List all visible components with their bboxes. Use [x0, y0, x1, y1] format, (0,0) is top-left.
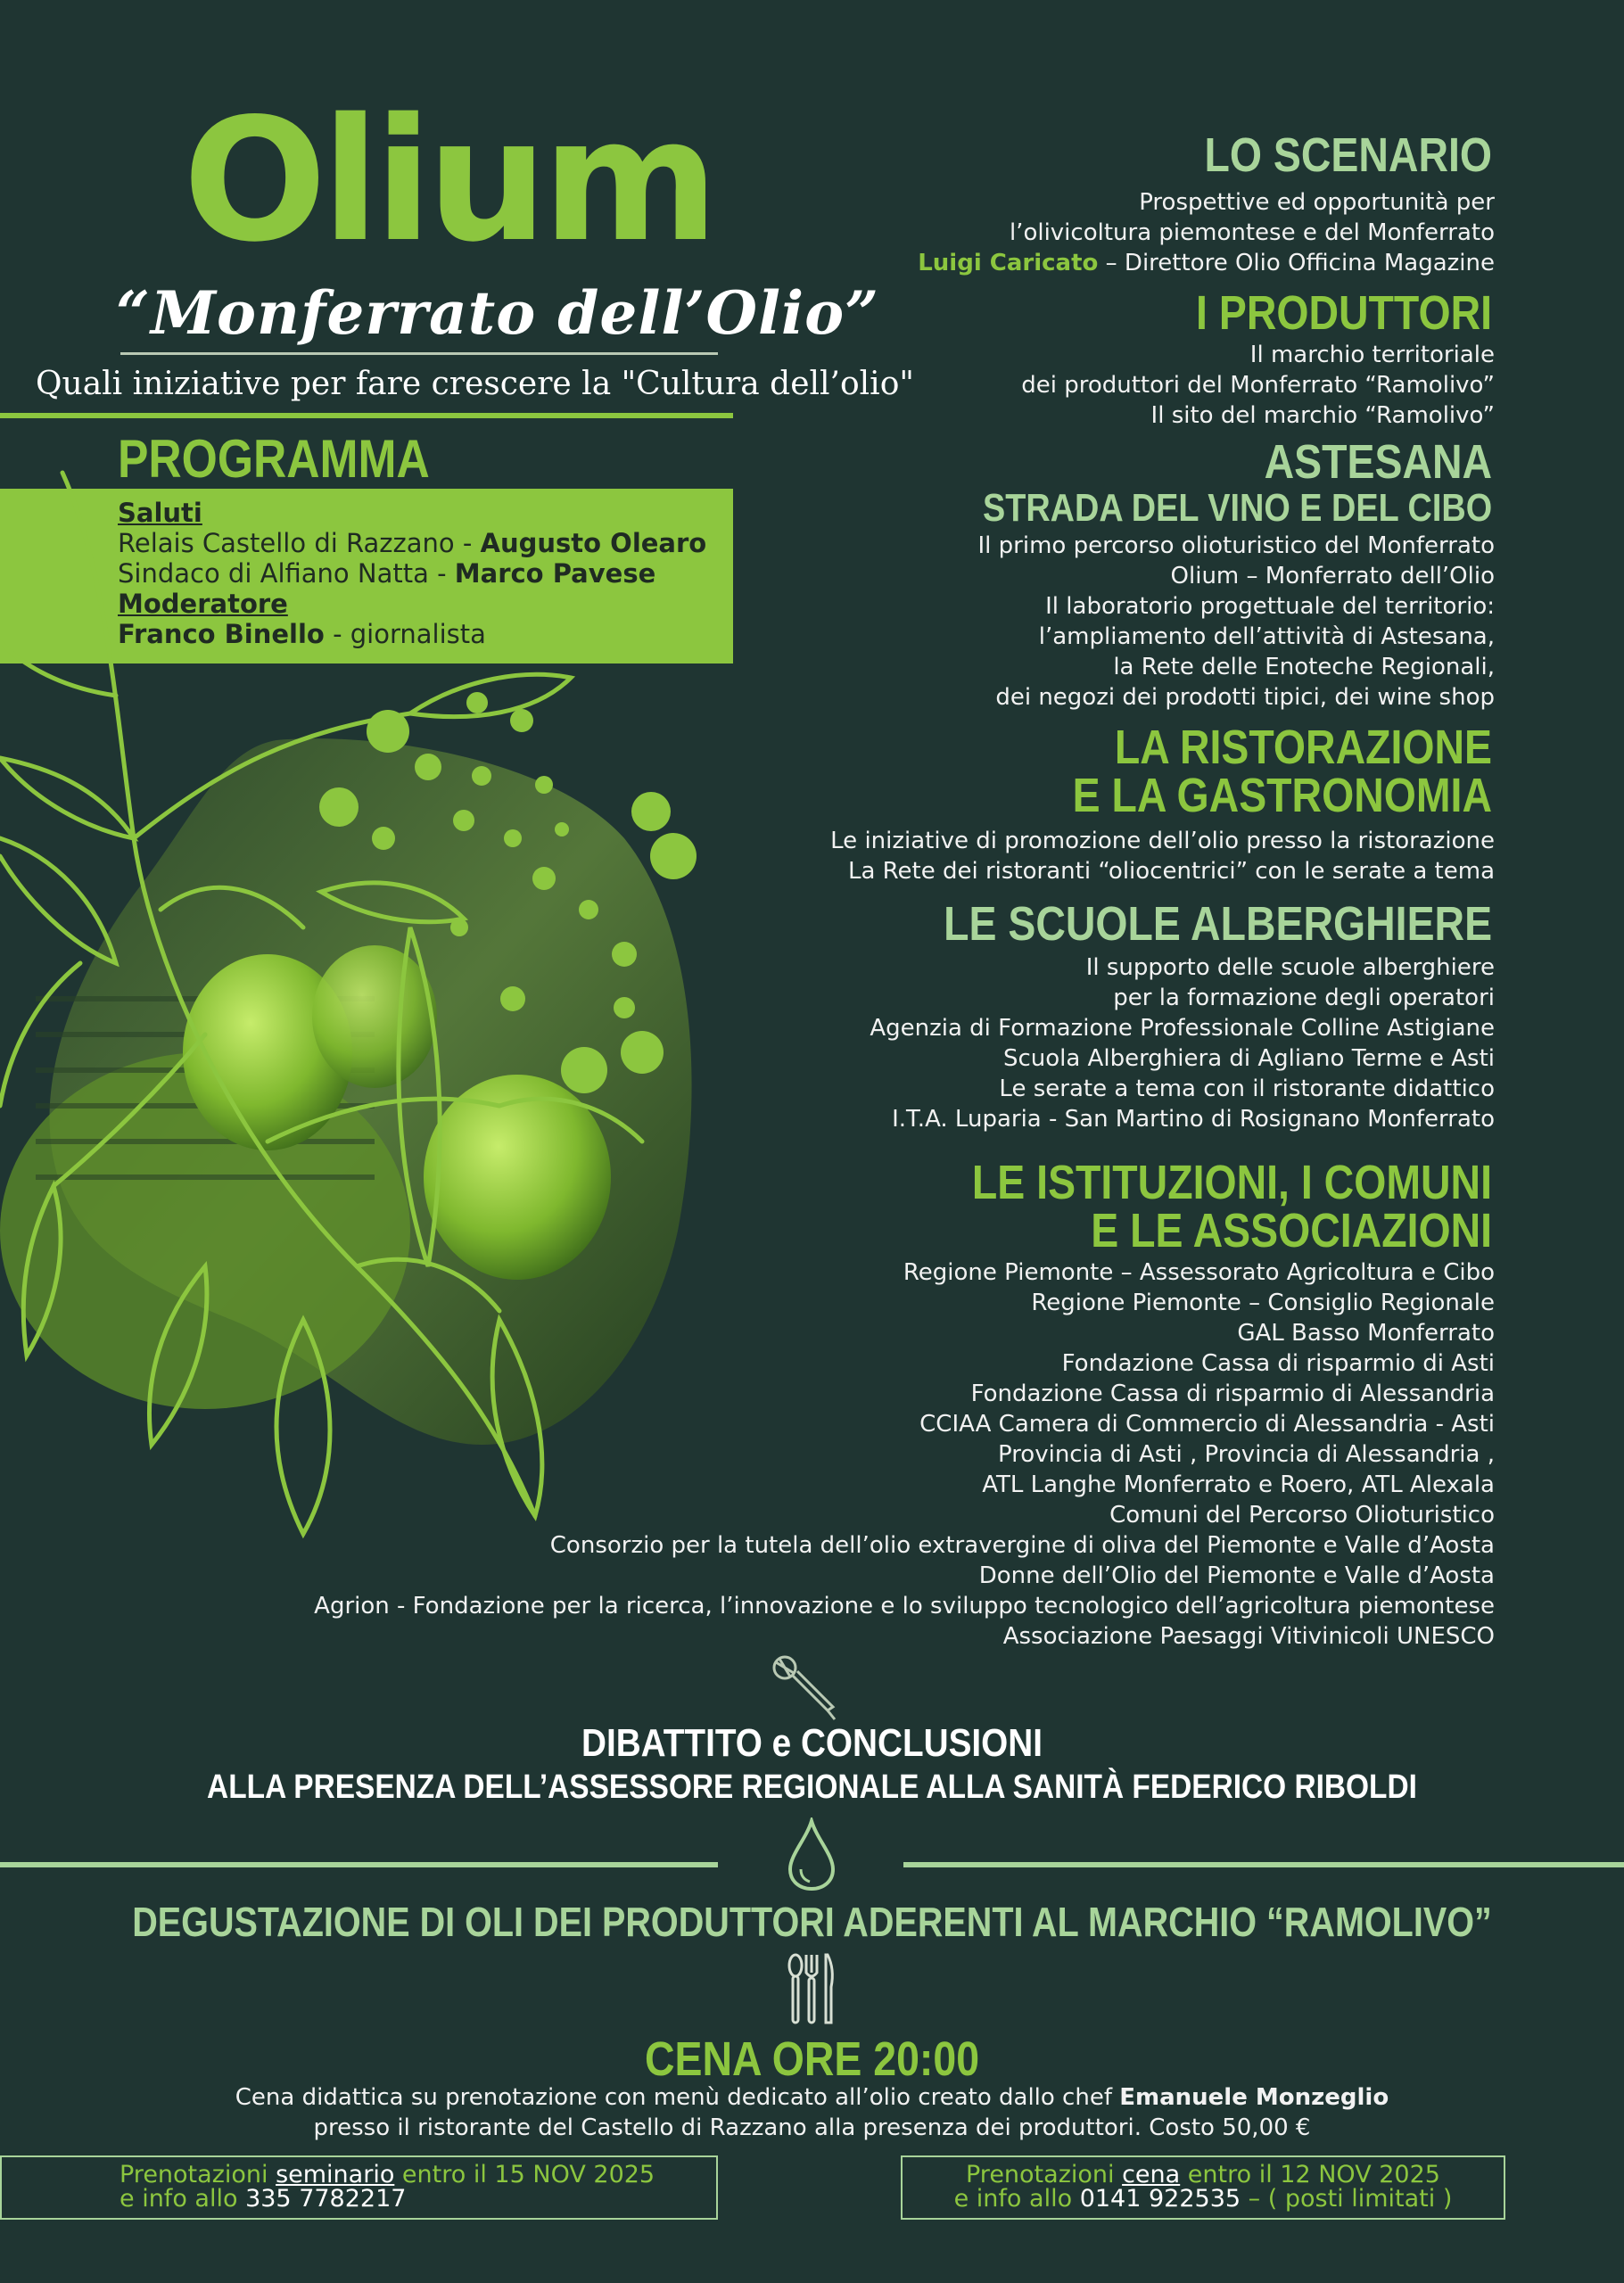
cena-line-1: [0, 2084, 1624, 2111]
istituzioni-line: Fondazione Cassa di risparmio di Asti: [1061, 1350, 1495, 1377]
info-label: e info allo: [953, 2185, 1080, 2213]
istituzioni-line: Associazione Paesaggi Vitivinicoli UNESCO: [1002, 1623, 1495, 1650]
astesana-heading: ASTESANA: [1264, 435, 1492, 489]
astesana-line: Il primo percorso olioturistico del Monferrato: [977, 532, 1495, 559]
scuole-heading: LE SCUOLE ALBERGHIERE: [944, 897, 1492, 951]
scenario-line: l’olivicoltura piemontese e del Monferrato: [1009, 219, 1495, 246]
istituzioni-line: ATL Langhe Monferrato e Roero, ATL Alexala: [982, 1471, 1495, 1498]
booking-label: Prenotazioni: [120, 2161, 276, 2188]
astesana-line: la Rete delle Enoteche Regionali,: [1113, 654, 1495, 680]
istituzioni-line: Regione Piemonte – Consiglio Regionale: [1031, 1290, 1495, 1316]
produttori-line: dei produttori del Monferrato “Ramolivo”: [1021, 372, 1495, 399]
divider-left: [0, 1862, 718, 1867]
speaker-name: Marco Pavese: [454, 558, 656, 589]
ristorazione-heading: LA RISTORAZIONE: [1114, 721, 1492, 774]
istituzioni-line: GAL Basso Monferrato: [1237, 1320, 1495, 1347]
cena-heading: CENA ORE 20:00: [644, 2032, 980, 2086]
programma-line-2: Sindaco di Alfiano Natta -: [118, 558, 455, 589]
degustazione-heading: DEGUSTAZIONE DI OLI DEI PRODUTTORI ADERENTI AL MARCHIO “RAMOLIVO”: [132, 1899, 1492, 1945]
cena-description: Cena didattica su prenotazione con menù dedicato all’olio creato dallo chef: [235, 2084, 1120, 2111]
speaker-role: – Direttore Olio Officina Magazine: [1098, 250, 1495, 276]
istituzioni-line: Donne dell’Olio del Piemonte e Valle d’Aosta: [978, 1562, 1495, 1589]
dibattito-subheading: ALLA PRESENZA DELL’ASSESSORE REGIONALE ALLA SANITÀ FEDERICO RIBOLDI: [207, 1768, 1417, 1806]
booking-cena-box: [901, 2155, 1505, 2220]
speaker-name: Luigi Caricato: [918, 250, 1099, 276]
scuole-line: per la formazione degli operatori: [1113, 985, 1495, 1011]
scenario-heading: LO SCENARIO: [1204, 128, 1492, 182]
istituzioni-line: Fondazione Cassa di risparmio di Alessandria: [970, 1381, 1495, 1407]
astesana-line: l’ampliamento dell’attività di Astesana,: [1038, 623, 1495, 650]
astesana-line: dei negozi dei prodotti tipici, dei wine shop: [995, 684, 1495, 711]
booking-label: Prenotazioni: [966, 2161, 1123, 2188]
scenario-line: Prospettive ed opportunità per: [1139, 189, 1495, 216]
info-label: e info allo: [120, 2185, 246, 2213]
booking-deadline: entro il 15 NOV 2025: [394, 2161, 655, 2188]
cena-line-2: presso il ristorante del Castello di Razzano alla presenza dei produttori. Costo 50,00 €: [313, 2114, 1311, 2141]
scuole-line: Agenzia di Formazione Professionale Colline Astigiane: [870, 1015, 1495, 1042]
header-divider: [0, 413, 733, 418]
istituzioni-heading: E LE ASSOCIAZIONI: [1091, 1204, 1492, 1257]
booking-deadline: entro il 12 NOV 2025: [1180, 2161, 1440, 2188]
scuole-line: Le serate a tema con il ristorante didattico: [999, 1076, 1495, 1102]
scuole-line: Il supporto delle scuole alberghiere: [1085, 954, 1495, 981]
ristorazione-line: Le iniziative di promozione dell’olio presso la ristorazione: [830, 828, 1495, 854]
astesana-line: Il laboratorio progettuale del territorio:: [1045, 593, 1495, 620]
cutlery-icon: [785, 1951, 838, 2026]
oil-drop-icon: [785, 1817, 838, 1892]
programma-heading: PROGRAMMA: [118, 429, 430, 489]
moderatore-label: Moderatore: [118, 589, 288, 619]
istituzioni-line: Agrion - Fondazione per la ricerca, l’innovazione e lo sviluppo tecnologico dell’agricoltura piemontese: [314, 1593, 1495, 1620]
event-title: Olium: [183, 82, 714, 279]
event-subtitle: “Monferrato dell’Olio”: [116, 278, 880, 348]
saluti-label: Saluti: [118, 498, 202, 528]
astesana-line: Olium – Monferrato dell’Olio: [1170, 563, 1495, 589]
subtitle-underline: [120, 352, 718, 355]
dibattito-heading: DIBATTITO e CONCLUSIONI: [581, 1721, 1043, 1765]
astesana-subheading: STRADA DEL VINO E DEL CIBO: [982, 486, 1492, 530]
produttori-heading: I PRODUTTORI: [1196, 286, 1492, 340]
scuole-line: I.T.A. Luparia - San Martino di Rosignano Monferrato: [892, 1106, 1495, 1133]
moderator-role: - giornalista: [324, 619, 486, 649]
istituzioni-line: Comuni del Percorso Olioturistico: [1109, 1502, 1495, 1529]
ristorazione-heading: E LA GASTRONOMIA: [1072, 769, 1492, 822]
tagline: Quali iniziative per fare crescere la "Cultura dell’olio": [36, 366, 914, 402]
microphone-icon: [769, 1652, 840, 1723]
produttori-line: Il marchio territoriale: [1249, 342, 1495, 368]
programma-line-1: Relais Castello di Razzano -: [118, 528, 481, 558]
speaker-name: Augusto Olearo: [480, 528, 707, 558]
istituzioni-heading: LE ISTITUZIONI, I COMUNI: [971, 1156, 1492, 1209]
olive-branch-illustration: [0, 464, 731, 1570]
istituzioni-line: Consorzio per la tutela dell’olio extravergine di oliva del Piemonte e Valle d’Aosta: [549, 1532, 1495, 1559]
phone-number: 0141 922535: [1079, 2185, 1241, 2213]
moderator-name: Franco Binello: [118, 619, 325, 649]
istituzioni-line: Provincia di Asti , Provincia di Alessandria ,: [997, 1441, 1495, 1468]
booking-type: seminario: [276, 2161, 395, 2188]
istituzioni-line: CCIAA Camera di Commercio di Alessandria - Asti: [919, 1411, 1495, 1438]
booking-type: cena: [1122, 2161, 1181, 2188]
booking-note: – ( posti limitati ): [1241, 2185, 1453, 2213]
istituzioni-line: Regione Piemonte – Assessorato Agricoltura e Cibo: [903, 1259, 1495, 1286]
scenario-line: [918, 248, 1495, 278]
divider-right: [903, 1862, 1624, 1867]
produttori-line: Il sito del marchio “Ramolivo”: [1150, 402, 1495, 429]
booking-seminario-box: [0, 2155, 718, 2220]
scuole-line: Scuola Alberghiera di Agliano Terme e Asti: [1002, 1045, 1495, 1072]
chef-name: Emanuele Monzeglio: [1119, 2084, 1389, 2111]
ristorazione-line: La Rete dei ristoranti “oliocentrici” con le serate a tema: [847, 858, 1495, 885]
phone-number: 335 7782217: [245, 2185, 407, 2213]
